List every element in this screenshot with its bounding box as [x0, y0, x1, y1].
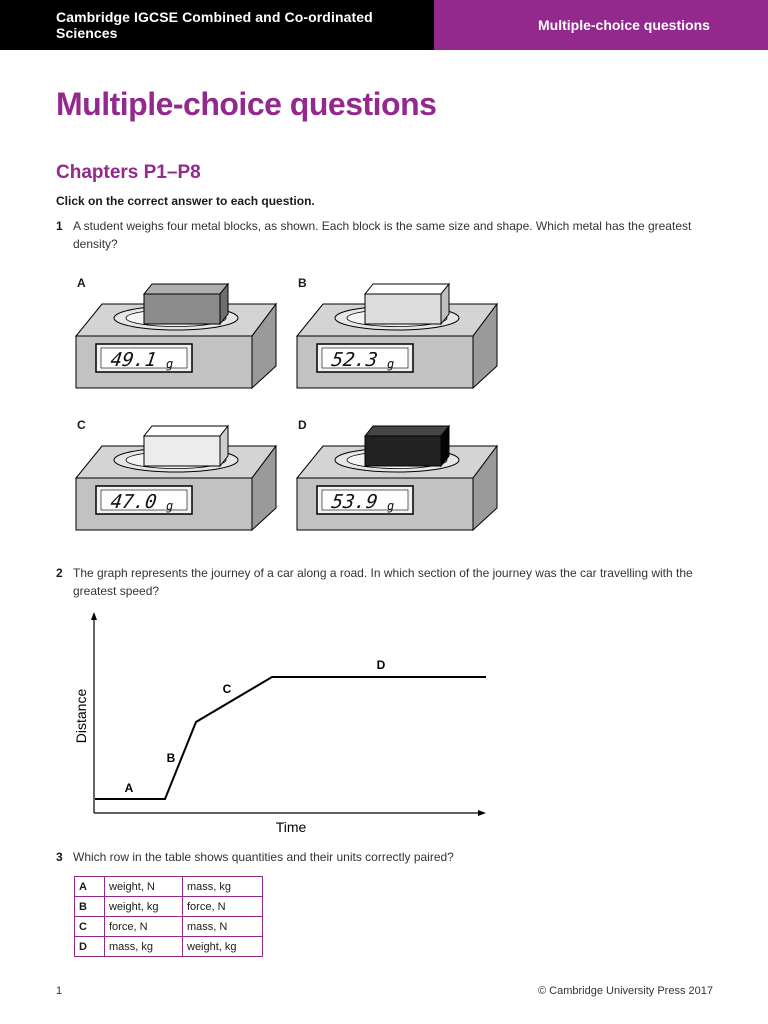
row-letter: A	[75, 877, 105, 897]
section-label-a: A	[124, 781, 134, 795]
row-quantity-1: weight, N	[105, 877, 183, 897]
row-letter: B	[75, 897, 105, 917]
row-quantity-1: mass, kg	[105, 937, 183, 957]
x-axis-label: Time	[275, 819, 307, 835]
header-section-title: Multiple-choice questions	[434, 0, 768, 50]
row-quantity-2: force, N	[183, 897, 263, 917]
section-label-b: B	[166, 751, 176, 765]
row-quantity-2: mass, kg	[183, 877, 263, 897]
balance-scale-c[interactable]	[72, 422, 282, 537]
question-1	[56, 217, 696, 253]
row-letter: C	[75, 917, 105, 937]
section-label-d: D	[376, 658, 386, 672]
table-row[interactable]	[75, 897, 263, 917]
block-front	[365, 436, 441, 466]
page-title: Multiple-choice questions	[56, 86, 437, 122]
display-reading: 52.3	[330, 348, 380, 371]
row-quantity-2: mass, N	[183, 917, 263, 937]
display-unit: g	[387, 499, 395, 513]
option-label-c[interactable]: C	[77, 418, 86, 432]
display-reading: 53.9	[330, 490, 380, 513]
section-label-c: C	[222, 682, 232, 696]
display-unit: g	[166, 357, 174, 371]
table-row[interactable]	[75, 937, 263, 957]
display-unit: g	[387, 357, 395, 371]
block-front	[144, 436, 220, 466]
block-front	[365, 294, 441, 324]
table-row[interactable]	[75, 877, 263, 897]
question-number: 3	[56, 850, 63, 864]
row-quantity-1: force, N	[105, 917, 183, 937]
x-axis-arrow	[478, 810, 486, 816]
display-reading: 47.0	[109, 490, 159, 513]
question-3	[56, 848, 696, 866]
question-number: 1	[56, 219, 63, 233]
block-top	[365, 284, 449, 294]
question-number: 2	[56, 566, 63, 580]
question-text: A student weighs four metal blocks, as shown. Each block is the same size and shape. Which metal has the greatest density?	[73, 219, 692, 251]
distance-time-graph	[66, 610, 496, 840]
balance-scale-d[interactable]	[293, 422, 503, 537]
option-label-b[interactable]: B	[298, 276, 307, 290]
journey-line	[95, 677, 486, 799]
display-reading: 49.1	[109, 348, 159, 371]
option-label-d[interactable]: D	[298, 418, 307, 432]
table-row[interactable]	[75, 917, 263, 937]
balance-scale-a[interactable]	[72, 280, 282, 395]
display-unit: g	[166, 499, 174, 513]
footer-page-number: 1	[56, 985, 63, 997]
footer-copyright: © Cambridge University Press 2017	[537, 985, 713, 997]
header-book-title: Cambridge IGCSE Combined and Co-ordinated Sciences	[0, 0, 434, 50]
question-text: The graph represents the journey of a car along a road. In which section of the journey was the car travelling with the greatest speed?	[73, 566, 693, 598]
row-quantity-1: weight, kg	[105, 897, 183, 917]
question-text: Which row in the table shows quantities and their units correctly paired?	[73, 850, 454, 864]
block-top	[144, 426, 228, 436]
units-table	[74, 876, 263, 957]
block-front	[144, 294, 220, 324]
page-header	[0, 0, 768, 50]
y-axis-label: Distance	[73, 688, 89, 744]
row-letter: D	[75, 937, 105, 957]
block-top	[144, 284, 228, 294]
question-2	[56, 564, 696, 600]
option-label-a[interactable]: A	[77, 276, 86, 290]
instruction-text: Click on the correct answer to each question.	[56, 194, 315, 208]
block-top	[365, 426, 449, 436]
balance-scale-b[interactable]	[293, 280, 503, 395]
section-title: Chapters P1–P8	[56, 162, 201, 183]
row-quantity-2: weight, kg	[183, 937, 263, 957]
y-axis-arrow	[91, 612, 97, 620]
